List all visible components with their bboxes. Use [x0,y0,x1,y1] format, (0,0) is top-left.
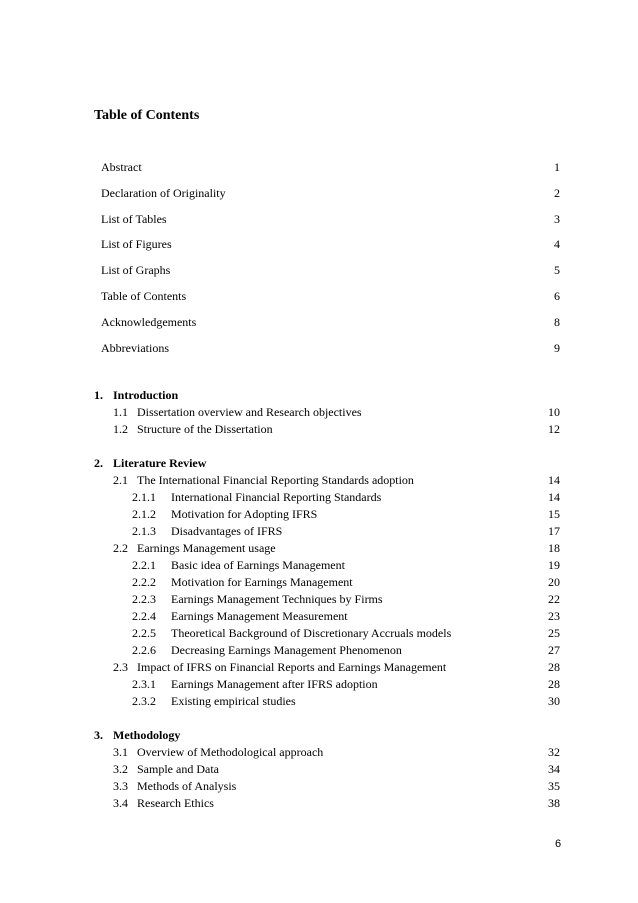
toc-entry-text [113,778,236,795]
toc-entry-label: Overview of Methodological approach [137,745,324,759]
chapter-number: 2. [94,456,103,470]
toc-entry-page: 10 [548,405,560,419]
toc-entry-number: 2.2.6 [132,643,156,657]
toc-entry-text [113,540,276,557]
toc-entry-number: 2.1 [113,473,128,487]
chapter-title: Literature Review [113,456,207,470]
toc-entry-page: 12 [548,422,560,436]
chapter-title: Methodology [113,728,181,742]
toc-entry-page: 35 [548,779,560,793]
toc-entry[interactable] [101,210,560,236]
toc-entry[interactable] [94,421,560,438]
toc-entry-label: Theoretical Background of Discretionary Accruals models [171,626,452,640]
toc-entry[interactable] [94,659,560,676]
toc-entry-label: Earnings Management usage [137,541,276,555]
toc-entry-label: List of Tables [101,211,167,226]
toc-entry[interactable] [101,184,560,210]
toc-entry-text [113,761,219,778]
toc-entry-page: 27 [548,643,560,657]
toc-entry-label: Declaration of Originality [101,185,226,200]
toc-entry[interactable] [94,472,560,489]
toc-entry[interactable] [94,608,560,625]
page-number: 6 [555,838,562,850]
toc-entry-text [132,557,345,574]
toc-entry-page: 8 [554,314,560,329]
toc-entry-label: Motivation for Earnings Management [171,575,353,589]
toc-entry-page: 2 [554,185,560,200]
toc-entry-text [132,523,282,540]
toc-entry-text [132,591,383,608]
toc-entry-number: 2.2.4 [132,609,156,623]
toc-entry-page: 18 [548,541,560,555]
toc-entry[interactable] [101,313,560,339]
toc-entry[interactable] [94,574,560,591]
toc-entry-text [132,642,402,659]
toc-entry-text [113,659,446,676]
toc-entry[interactable] [94,795,560,812]
toc-entry-text [113,404,362,421]
toc-entry-label: Dissertation overview and Research objectives [137,405,362,419]
toc-entry-label: Earnings Management Techniques by Firms [171,592,383,606]
toc-entry-number: 3.3 [113,779,128,793]
toc-entry[interactable] [94,540,560,557]
toc-entry[interactable] [94,404,560,421]
toc-entry-number: 3.1 [113,745,128,759]
toc-entry-label: Impact of IFRS on Financial Reports and Earnings Management [137,660,447,674]
toc-entry-label: Methods of Analysis [137,779,237,793]
toc-entry-number: 1.1 [113,405,128,419]
toc-entry-label: Earnings Management Measurement [171,609,348,623]
toc-entry-number: 2.3 [113,660,128,674]
toc-entry-page: 15 [548,507,560,521]
toc-entry-text [113,744,323,761]
toc-entry-page: 14 [548,490,560,504]
toc-entry[interactable] [94,489,560,506]
toc-entry-page: 25 [548,626,560,640]
toc-entry[interactable] [101,339,560,365]
toc-entry[interactable] [94,591,560,608]
toc-entry[interactable] [94,761,560,778]
toc-entry-number: 1.2 [113,422,128,436]
toc-entry-number: 2.1.3 [132,524,156,538]
toc-entry-label: Existing empirical studies [171,694,296,708]
toc-entry[interactable] [94,778,560,795]
toc-entry[interactable] [94,642,560,659]
toc-entry-page: 1 [554,160,560,174]
toc-entry-text [113,421,273,438]
toc-entry-text [132,608,348,625]
toc-entry-label: Sample and Data [137,762,219,776]
toc-entry-label: Decreasing Earnings Management Phenomenon [171,643,402,657]
toc-entry-number: 2.3.2 [132,694,156,708]
toc-entry-label: Structure of the Dissertation [137,422,273,436]
toc-entry-number: 2.2 [113,541,128,555]
toc-entry-number: 2.2.1 [132,558,156,572]
toc-entry-page: 9 [554,340,560,355]
chapter-heading[interactable] [94,727,560,744]
toc-entry[interactable] [94,523,560,540]
toc-entry-number: 2.2.2 [132,575,156,589]
toc-entry[interactable] [101,158,560,184]
chapter-2 [94,455,560,710]
toc-entry-text [132,506,317,523]
toc-entry-text [132,693,296,710]
toc-entry-page: 30 [548,694,560,708]
toc-entry[interactable] [101,261,560,287]
toc-entry-label: Motivation for Adopting IFRS [171,507,318,521]
toc-entry-label: List of Graphs [101,263,171,278]
toc-entry-page: 23 [548,609,560,623]
toc-entry-text [132,489,381,506]
toc-entry-page: 3 [554,211,560,226]
toc-title: Table of Contents [94,108,200,123]
toc-entry-number: 3.2 [113,762,128,776]
toc-entry-label: Acknowledgements [101,314,197,329]
chapter-title: Introduction [113,388,179,402]
toc-entry-number: 3.4 [113,796,128,810]
toc-entry-page: 34 [548,762,560,776]
toc-entry-page: 17 [548,524,560,538]
toc-entry-page: 6 [554,288,560,303]
toc-entry-text [132,676,378,693]
toc-entry-label: Research Ethics [137,796,214,810]
toc-entry-page: 38 [548,796,560,810]
toc-entry-label: List of Figures [101,237,172,252]
toc-entry[interactable] [94,676,560,693]
toc-entry-label: International Financial Reporting Standards [171,490,382,504]
chapter-heading[interactable] [94,455,560,472]
toc-entry-label: Earnings Management after IFRS adoption [171,677,378,691]
chapter-number: 1. [94,388,103,402]
toc-entry-page: 5 [554,263,560,278]
chapter-heading[interactable] [94,387,560,404]
toc-entry-label: Table of Contents [101,288,187,303]
chapter-number: 3. [94,728,103,742]
toc-entry-label: Abbreviations [101,340,169,355]
toc-entry-text [132,574,353,591]
toc-entry-text [113,795,214,812]
toc-entry[interactable] [94,557,560,574]
toc-entry-page: 32 [548,745,560,759]
toc-entry-number: 2.2.5 [132,626,156,640]
toc-entry-page: 19 [548,558,560,572]
toc-entry[interactable] [94,693,560,710]
toc-entry-label: Disadvantages of IFRS [171,524,283,538]
toc-entry[interactable] [94,625,560,642]
toc-entry[interactable] [94,506,560,523]
toc-entry-label: Basic idea of Earnings Management [171,558,345,572]
chapter-3 [94,727,560,812]
toc-entry[interactable] [101,287,560,313]
toc-entry-number: 2.2.3 [132,592,156,606]
chapter-1 [94,387,560,438]
toc-entry-page: 20 [548,575,560,589]
toc-entry-page: 4 [554,237,560,252]
toc-entry[interactable] [94,744,560,761]
toc-entry-number: 2.1.1 [132,490,156,504]
front-matter-list [101,158,560,364]
toc-entry-label: The International Financial Reporting Standards adoption [137,473,414,487]
toc-entry-text [113,472,414,489]
toc-entry-page: 28 [548,677,560,691]
toc-entry-number: 2.1.2 [132,507,156,521]
toc-entry-page: 28 [548,660,560,674]
toc-entry-page: 14 [548,473,560,487]
toc-entry-label: Abstract [101,160,142,174]
toc-entry[interactable] [101,235,560,261]
toc-entry-page: 22 [548,592,560,606]
toc-entry-number: 2.3.1 [132,677,156,691]
toc-entry-text [132,625,451,642]
